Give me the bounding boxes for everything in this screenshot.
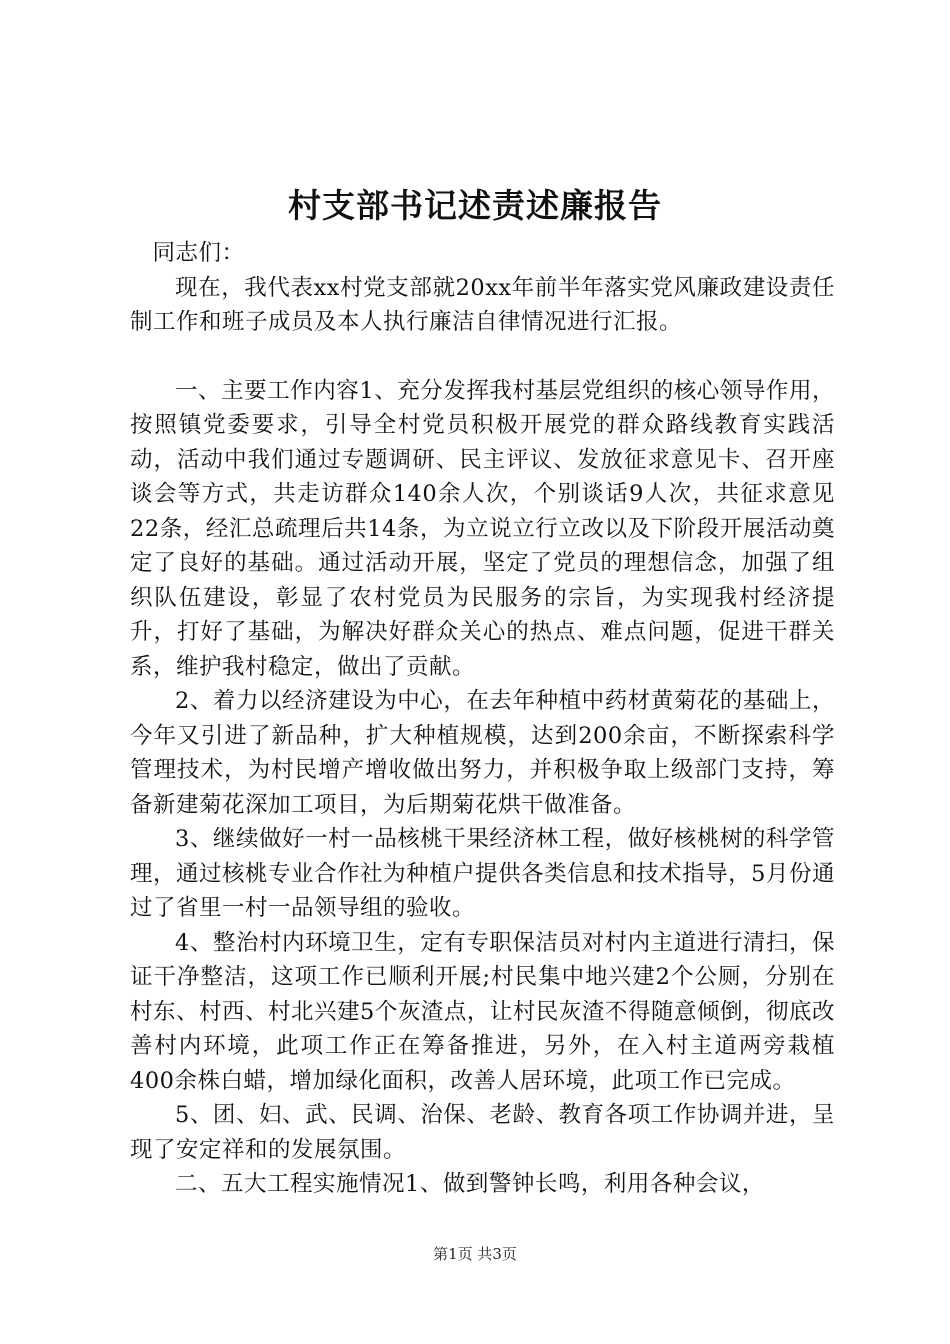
intro-paragraph: 现在，我代表xx村党支部就20xx年前半年落实党风廉政建设责任制工作和班子成员及本人执行廉洁自律情况进行汇报。 (130, 274, 835, 335)
section-two-paragraph: 二、五大工程实施情况1、做到警钟长鸣，利用各种会议， (175, 1171, 765, 1197)
item-three-paragraph: 3、继续做好一村一品核桃干果经济林工程，做好核桃树的科学管理，通过核桃专业合作社为种植户提供各类信息和技术指导，5月份通过了省里一村一品领导组的验收。 (130, 826, 835, 921)
item-four-paragraph: 4、整治村内环境卫生，定有专职保洁员对村内主道进行清扫，保证干净整洁，这项工作已顺利开展;村民集中地兴建2个公厕，分别在村东、村西、村北兴建5个灰渣点，让村民灰渣不得随意倾倒，彻底改善村内环境，此项工作正在筹备推进，另外，在入村主道两旁栽植400余株白蜡，增加绿化面积，改善人居环境，此项工作已完成。 (130, 929, 835, 1094)
item-five-paragraph: 5、团、妇、武、民调、治保、老龄、教育各项工作协调并进，呈现了安定祥和的发展氛围。 (130, 1102, 835, 1163)
item-two-paragraph: 2、着力以经济建设为中心，在去年种植中药材黄菊花的基础上，今年又引进了新品种，扩大种植规模，达到200余亩，不断探索科学管理技术，为村民增产增收做出努力，并积极争取上级部门支持，筹备新建菊花深加工项目，为后期菊花烘干做准备。 (130, 688, 835, 818)
document-body (130, 236, 835, 1202)
section-one-paragraph: 一、主要工作内容1、充分发挥我村基层党组织的核心领导作用，按照镇党委要求，引导全村党员积极开展党的群众路线教育实践活动，活动中我们通过专题调研、民主评议、发放征求意见卡、召开座谈会等方式，共走访群众140余人次，个别谈话9人次，共征求意见22条，经汇总疏理后共14条，为立说立行立改以及下阶段开展活动奠定了良好的基础。通过活动开展，坚定了党员的理想信念，加强了组织队伍建设，彰显了农村党员为民服务的宗旨，为实现我村经济提升，打好了基础，为解决好群众关心的热点、难点问题，促进干群关系，维护我村稳定，做出了贡献。 (130, 377, 835, 680)
document-title: 村支部书记述责述廉报告 (288, 186, 662, 225)
salutation: 同志们： (152, 240, 245, 266)
page-footer: 第1页 共3页 (433, 1245, 517, 1263)
